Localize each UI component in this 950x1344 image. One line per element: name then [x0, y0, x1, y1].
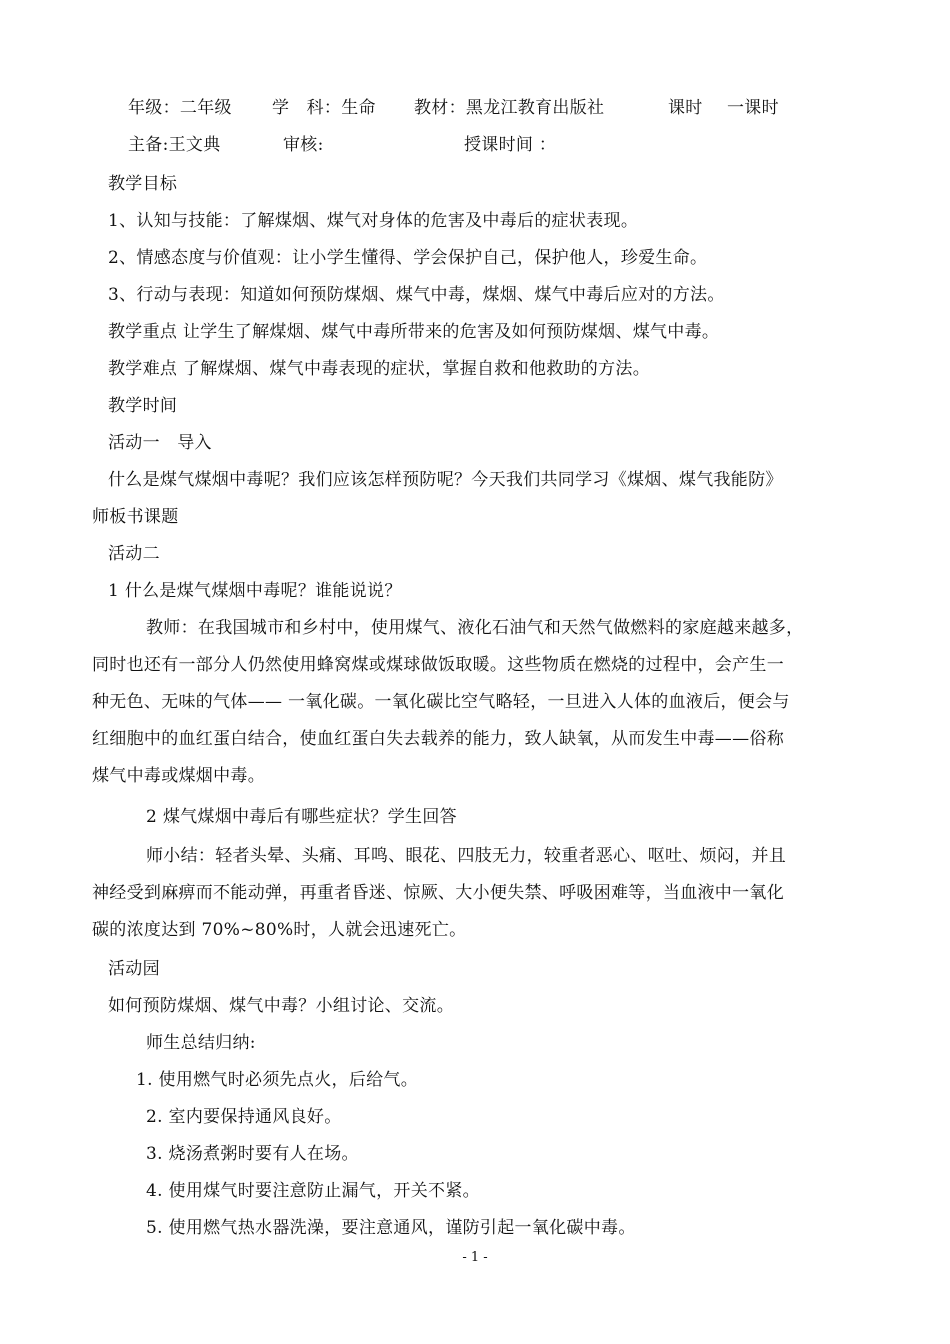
activity2-question2: 2 煤气煤烟中毒后有哪些症状？学生回答	[146, 807, 457, 827]
summary-line: 师小结：轻者头晕、头痛、耳鸣、眼花、四肢无力，较重者恶心、呕吐、烦闷，并且	[146, 846, 787, 866]
header-teach-time: 授课时间 ：	[464, 135, 557, 155]
header-subject: 学 科：生命	[272, 98, 376, 118]
activity1-board: 师板书课题	[92, 507, 179, 527]
activity1-title: 活动一 导入	[108, 433, 212, 453]
teacher-text-line: 红细胞中的血红蛋白结合，使血红蛋白失去载养的能力，致人缺氧，从而发生中毒——俗称	[92, 729, 784, 749]
prevention-item: 2. 室内要保持通风良好。	[146, 1107, 342, 1127]
teacher-text-line: 教师：在我国城市和乡村中，使用煤气、液化石油气和天然气做燃料的家庭越来越多，	[146, 618, 804, 638]
goal-item-1: 1、认知与技能：了解煤烟、煤气对身体的危害及中毒后的症状表现。	[108, 211, 639, 231]
goal-item-2: 2、情感态度与价值观：让小学生懂得、学会保护自己，保护他人，珍爱生命。	[108, 248, 708, 268]
prevention-item: 4. 使用煤气时要注意防止漏气，开关不紧。	[146, 1181, 480, 1201]
difficulty: 教学难点 了解煤烟、煤气中毒表现的症状，掌握自救和他救助的方法。	[108, 359, 651, 379]
summary-title: 师生总结归纳:	[146, 1033, 256, 1053]
goal-item-3: 3、行动与表现：知道如何预防煤烟、煤气中毒，煤烟、煤气中毒后应对的方法。	[108, 285, 725, 305]
prevention-item: 1. 使用燃气时必须先点火，后给气。	[136, 1070, 419, 1090]
key-point: 教学重点 让学生了解煤烟、煤气中毒所带来的危害及如何预防煤烟、煤气中毒。	[108, 322, 720, 342]
activity3-question: 如何预防煤烟、煤气中毒？小组讨论、交流。	[108, 996, 454, 1016]
teacher-text-line: 种无色、无味的气体—— 一氧化碳。一氧化碳比空气略轻，一旦进入人体的血液后，便会与	[92, 692, 790, 712]
header-period-value: 一课时	[727, 98, 779, 118]
header-grade: 年级：二年级	[128, 98, 232, 118]
prevention-item: 5. 使用燃气热水器洗澡，要注意通风，谨防引起一氧化碳中毒。	[146, 1218, 636, 1238]
activity2-title: 活动二	[108, 544, 160, 564]
header-textbook: 教材：黑龙江教育出版社	[414, 98, 605, 118]
header-period-label: 课时	[668, 98, 703, 118]
activity2-question1: 1 什么是煤气煤烟中毒呢？谁能说说？	[108, 581, 402, 601]
teaching-time: 教学时间	[108, 396, 178, 416]
teacher-text-line: 同时也还有一部分人仍然使用蜂窝煤或煤球做饭取暖。这些物质在燃烧的过程中，会产生一	[92, 655, 784, 675]
activity1-intro: 什么是煤气煤烟中毒呢？我们应该怎样预防呢？今天我们共同学习《煤烟、煤气我能防》	[108, 470, 783, 490]
header-reviewer: 审核:	[283, 135, 324, 155]
teacher-text-line: 煤气中毒或煤烟中毒。	[92, 766, 265, 786]
summary-line: 神经受到麻痹而不能动弹，再重者昏迷、惊厥、大小便失禁、呼吸困难等，当血液中一氧化	[92, 883, 784, 903]
goals-title: 教学目标	[108, 174, 178, 194]
prevention-item: 3. 烧汤煮粥时要有人在场。	[146, 1144, 359, 1164]
header-preparer: 主备:王文典	[128, 135, 221, 155]
page-number: - 1 -	[462, 1250, 488, 1265]
summary-line: 碳的浓度达到 70%~80%时，人就会迅速死亡。	[92, 920, 467, 940]
activity3-title: 活动园	[108, 959, 160, 979]
